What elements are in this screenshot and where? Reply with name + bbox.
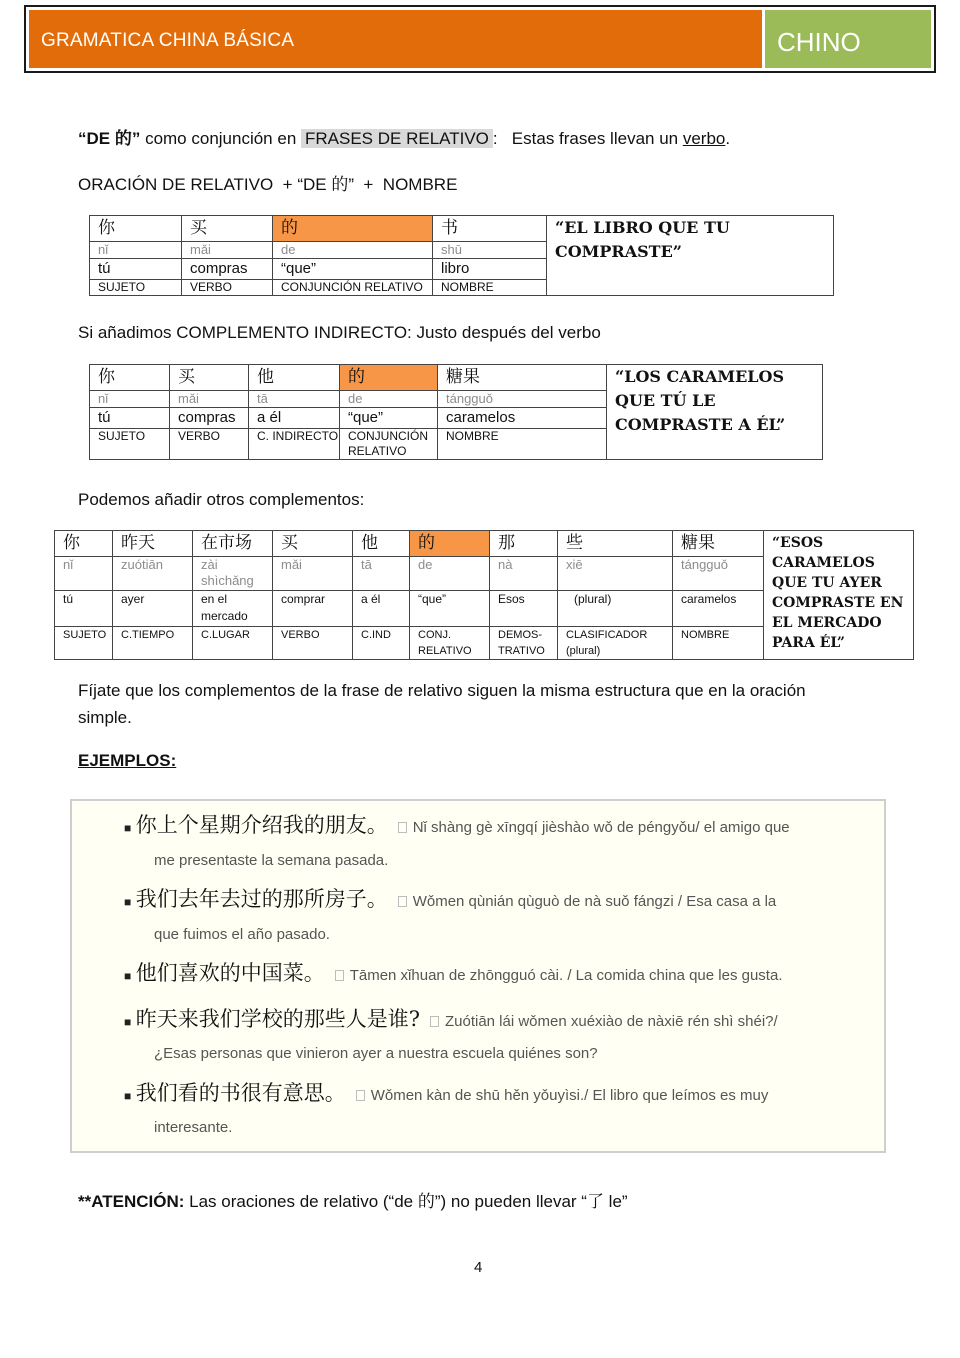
arrow-icon (430, 1016, 439, 1027)
t3-hanzi-cell: 买 (273, 531, 353, 557)
bullet-icon: ■ (124, 1014, 132, 1029)
t1-pinyin-cell: mǎi (182, 242, 273, 259)
t2-spanish-cell: “que” (340, 408, 438, 429)
t3-spanish-cell: comprar (273, 591, 353, 627)
t1-spanish-cell: compras (182, 259, 273, 280)
t3-pinyin-cell: zài shìchǎng (193, 557, 273, 591)
page-header (24, 5, 936, 73)
example-translation-continued: ¿Esas personas que vinieron ayer a nuestra escuela quiénes son? (154, 1045, 598, 1062)
t2-pinyin-cell: tángguǒ (438, 391, 607, 408)
intro-end: . (725, 129, 731, 148)
example-chinese: 我们看的书很有意思。 (135, 1081, 346, 1105)
t2-hanzi-cell: 糖果 (438, 365, 607, 391)
t1-hanzi-cell: 书 (433, 216, 547, 242)
bullet-icon: ■ (124, 820, 132, 835)
relative-clause-highlight: FRASES DE RELATIVO (301, 129, 493, 148)
t3-role-cell: NOMBRE (673, 627, 764, 660)
t3-role-cell: SUJETO (55, 627, 113, 660)
t1-pinyin-cell: shū (433, 242, 547, 259)
examples-heading: EJEMPLOS: (78, 751, 177, 770)
intro-text-2: : Estas frases llevan un (492, 129, 683, 148)
example-translation: Nǐ shàng gè xīngqí jièshào wǒ de péngyǒu/ el amigo que (412, 819, 790, 836)
t3-pinyin-cell: de (410, 557, 490, 591)
arrow-icon (356, 1090, 365, 1101)
t3-pinyin-cell: tángguǒ (673, 557, 764, 591)
t3-spanish-cell: Esos (490, 591, 558, 627)
examples-box (70, 799, 886, 1153)
t3-spanish-cell: a él (353, 591, 410, 627)
t3-spanish-cell: en el mercado (193, 591, 273, 627)
t3-hanzi-cell-de: 的 (410, 531, 490, 557)
t3-pinyin-cell: tā (353, 557, 410, 591)
arrow-icon (398, 822, 407, 833)
indirect-complement-sentence: Si añadimos COMPLEMENTO INDIRECTO: Justo después del verbo (78, 323, 601, 342)
bullet-icon: ■ (124, 968, 132, 983)
t2-role-cell: C. INDIRECTO (249, 429, 340, 460)
formula-line: ORACIÓN DE RELATIVO + “DE 的” + NOMBRE (78, 175, 458, 194)
t1-pinyin-cell: nǐ (90, 242, 182, 259)
t1-translation: “EL LIBRO QUE TU COMPRASTE” (547, 216, 834, 296)
t3-spanish-cell: tú (55, 591, 113, 627)
t3-spanish-cell: caramelos (673, 591, 764, 627)
t2-hanzi-cell: 买 (170, 365, 249, 391)
t1-role-cell: NOMBRE (433, 280, 547, 296)
t3-pinyin-cell: xiē (558, 557, 673, 591)
t2-pinyin-cell: nǐ (90, 391, 170, 408)
example-chinese: 昨天来我们学校的那些人是谁? (135, 1007, 420, 1031)
t2-role-cell: NOMBRE (438, 429, 607, 460)
bullet-icon: ■ (124, 894, 132, 909)
bullet-icon: ■ (124, 1088, 132, 1103)
attention-text: Las oraciones de relativo (“de 的”) no pueden llevar “了 le” (184, 1192, 628, 1211)
t2-spanish-cell: a él (249, 408, 340, 429)
verb-word: verbo (682, 129, 726, 148)
t3-hanzi-cell: 他 (353, 531, 410, 557)
t1-hanzi-cell-de: 的 (273, 216, 433, 242)
arrow-icon (398, 896, 407, 907)
arrow-icon (335, 970, 344, 981)
t2-hanzi-cell: 他 (249, 365, 340, 391)
t2-spanish-cell: compras (170, 408, 249, 429)
example-item (124, 1003, 778, 1033)
example-table-1 (89, 215, 834, 296)
t1-role-cell: VERBO (182, 280, 273, 296)
t2-spanish-cell: caramelos (438, 408, 607, 429)
fijate-line-1: Fíjate que los complementos de la frase de relativo siguen la misma estructura que en la oración (78, 681, 806, 700)
t1-role-cell: CONJUNCIÓN RELATIVO (273, 280, 433, 296)
t1-pinyin-cell: de (273, 242, 433, 259)
t3-role-cell: DEMOS-TRATIVO (490, 627, 558, 660)
example-translation-continued: que fuimos el año pasado. (154, 926, 330, 943)
t3-role-cell: C.IND (353, 627, 410, 660)
t3-spanish-cell: “que” (410, 591, 490, 627)
example-item (124, 809, 790, 839)
t1-spanish-cell: “que” (273, 259, 433, 280)
example-translation: Zuótiān lái wǒmen xuéxiào de nàxiē rén shì shéi?/ (444, 1013, 778, 1030)
t3-spanish-cell: (plural) (558, 591, 673, 627)
t1-hanzi-cell: 你 (90, 216, 182, 242)
example-translation-continued: me presentaste la semana pasada. (154, 852, 389, 869)
t3-pinyin-cell: nà (490, 557, 558, 591)
t3-spanish-cell: ayer (113, 591, 193, 627)
t3-role-cell: CLASIFICADOR (plural) (558, 627, 673, 660)
t1-spanish-cell: libro (433, 259, 547, 280)
example-translation: Tāmen xǐhuan de zhōngguó cài. / La comida china que les gusta. (349, 967, 783, 984)
t2-pinyin-cell: mǎi (170, 391, 249, 408)
t3-role-cell: C.TIEMPO (113, 627, 193, 660)
t2-translation: “LOS CARAMELOS QUE TÚ LE COMPRASTE A ÉL” (607, 365, 823, 460)
t3-hanzi-cell: 些 (558, 531, 673, 557)
example-item (124, 957, 782, 987)
t3-role-cell: C.LUGAR (193, 627, 273, 660)
t3-translation: “ESOS CARAMELOS QUE TU AYER COMPRASTE EN EL MERCADO PARA ÉL” (764, 531, 914, 660)
page-number: 4 (474, 1259, 483, 1276)
example-translation: Wǒmen qùnián qùguò de nà suǒ fángzi / Esa casa a la (412, 893, 777, 910)
t3-role-cell: VERBO (273, 627, 353, 660)
t3-hanzi-cell: 那 (490, 531, 558, 557)
t1-role-cell: SUJETO (90, 280, 182, 296)
example-table-3 (54, 530, 914, 660)
t3-hanzi-cell: 昨天 (113, 531, 193, 557)
t3-role-cell: CONJ. RELATIVO (410, 627, 490, 660)
header-tag: CHINO (765, 10, 931, 68)
other-complements-sentence: Podemos añadir otros complementos: (78, 490, 365, 509)
fijate-line-2: simple. (78, 708, 132, 727)
t2-hanzi-cell-de: 的 (340, 365, 438, 391)
t2-role-cell: CONJUNCIÓN RELATIVO (340, 429, 438, 460)
example-table-2 (89, 364, 823, 460)
t2-role-cell: SUJETO (90, 429, 170, 460)
intro-paragraph (78, 128, 730, 150)
example-item (124, 883, 776, 913)
header-title: GRAMATICA CHINA BÁSICA (29, 10, 762, 68)
t2-hanzi-cell: 你 (90, 365, 170, 391)
t3-hanzi-cell: 糖果 (673, 531, 764, 557)
t1-hanzi-cell: 买 (182, 216, 273, 242)
de-label: “DE 的” (78, 129, 141, 148)
t2-role-cell: VERBO (170, 429, 249, 460)
t3-hanzi-cell: 在市场 (193, 531, 273, 557)
t2-pinyin-cell: tā (249, 391, 340, 408)
t1-spanish-cell: tú (90, 259, 182, 280)
example-translation-continued: interesante. (154, 1119, 233, 1136)
attention-note (78, 1191, 628, 1213)
example-chinese: 你上个星期介绍我的朋友。 (135, 813, 388, 837)
example-chinese: 他们喜欢的中国菜。 (135, 961, 325, 985)
example-translation: Wǒmen kàn de shū hěn yǒuyìsi./ El libro que leímos es muy (370, 1087, 769, 1104)
t2-pinyin-cell: de (340, 391, 438, 408)
t3-pinyin-cell: mǎi (273, 557, 353, 591)
example-chinese: 我们去年去过的那所房子。 (135, 887, 388, 911)
attention-label: **ATENCIÓN: (78, 1192, 185, 1211)
t3-pinyin-cell: nǐ (55, 557, 113, 591)
t2-spanish-cell: tú (90, 408, 170, 429)
intro-text-1: como conjunción en (140, 129, 301, 148)
t3-hanzi-cell: 你 (55, 531, 113, 557)
t3-pinyin-cell: zuótiān (113, 557, 193, 591)
example-item (124, 1077, 768, 1107)
